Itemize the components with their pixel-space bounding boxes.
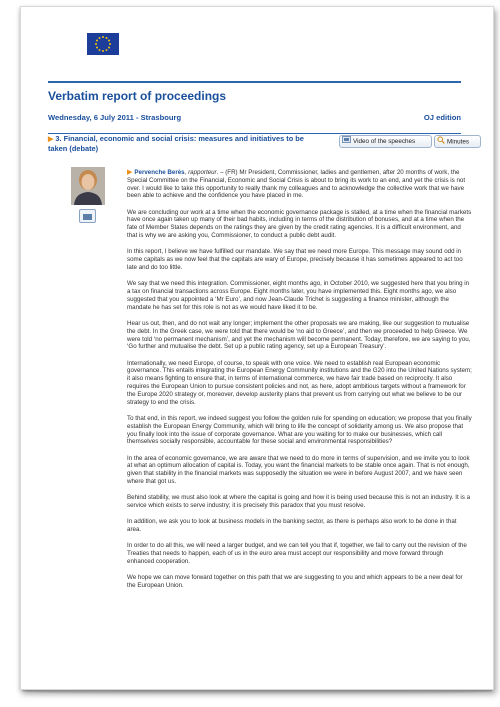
document-page [20, 6, 494, 690]
flag-star [95, 43, 97, 45]
speech-paragraph: Behind stability, we must also look at where the capital is going and how it is being used because this is not an industry. It is a service which exists to serve industry; it is precisely this paradox that you must resolve. [127, 494, 471, 510]
flag-star [108, 40, 110, 42]
speech-body [127, 169, 472, 598]
flag-star [102, 50, 104, 52]
flag-star [106, 49, 108, 51]
sitting-date: Wednesday, 6 July 2011 - Strasbourg [48, 113, 182, 122]
magnifier-icon [437, 136, 445, 148]
speech-paragraph [127, 169, 472, 200]
video-icon [342, 136, 351, 147]
flag-star [108, 47, 110, 49]
video-button-label: Video of the speeches [353, 138, 416, 146]
page-title: Verbatim report of proceedings [48, 89, 227, 103]
speaker-name[interactable]: Pervenche Berès [134, 169, 185, 176]
eu-flag-icon [87, 33, 119, 55]
video-of-speeches-button[interactable] [339, 135, 432, 148]
speech-paragraph: We hope we can move forward together on this path that we are suggesting to you and which appears to be a new deal for the European Union. [127, 574, 463, 590]
minutes-button[interactable] [434, 135, 481, 148]
speech-paragraph: In addition, we ask you to look at business models in the banking sector, as there is perhaps also work to be done in that area. [127, 518, 457, 534]
speech-paragraph: In order to do all this, we will need a larger budget, and we can tell you that if, together, we fail to carry out the revision of the Treaties that needs to happen, each of us in the euro area must accept our responsibility and move forward through enhanced cooperation. [127, 542, 467, 566]
speaker-video-icon[interactable] [79, 209, 96, 223]
speech-text: Mr President, Commissioner, ladies and gentlemen, after 20 months of work, the Special Committee on the Financial, Economic and Social Crisis is about to bring its work to an end, and yet the crisis is not over. I would like to take this opportunity to really thank my colleagues and to acknowledge the collective work that we have been able to achieve and the confidence you have placed in me. [127, 169, 466, 200]
speech-paragraph: To that end, in this report, we indeed suggest you follow the golden rule for spending on education; we propose that you finally establish the European Energy Community, which will bring to life the concept of solidarity among us. We also propose that you finally look into the issue of corporate governance. What are you waiting for to make our businesses, which call themselves socially responsible, accountable for these social and environmental responsibilities? [127, 414, 472, 446]
flag-star [106, 37, 108, 39]
flag-star [96, 40, 98, 42]
flag-star [109, 43, 111, 45]
orange-arrow-icon: ▶ [127, 169, 133, 176]
flag-star [99, 49, 101, 51]
flag-star [99, 37, 101, 39]
speaker-language: . – (FR) [216, 169, 238, 176]
agenda-item-heading[interactable] [48, 134, 318, 153]
flag-star [96, 47, 98, 49]
speech-paragraph: Hear us out, then, and do not wait any longer; implement the other proposals we are making, like our suggestion to mutualise the debt. In the Greek case, we were told that there would be ‘no aid to Greece’, and then we proceeded to help Greece. We were told ‘no permanent mechanism’, and yet the mechanism will become permanent. Today, therefore, we are saying to you, ‘Go further and mutualise the debt. Set up a public rating agency, set up a European Treasury’. [127, 319, 471, 351]
speech-paragraph: In the area of economic governance, we are aware that we need to do more in terms of supervision, and we invite you to look at what an optimum allocation of capital is. Today, you want the financial markets to be stable once again. That is not enough, given that stability in the financial markets was supposedly the situation we were in before August 2007, and we have seen where that got us. [127, 454, 470, 485]
report-header [48, 81, 461, 134]
speaker-photo [71, 167, 105, 205]
speech-paragraph: Internationally, we need Europe, of course, to speak with one voice. We need to establish real European economic governance. This entails integrating the European Energy Community institutions and the G20 into the United Nations system; it also means fighting to ensure that, in terms of international commerce, we have fair trade based on reciprocity. It also requires the European Union to pursue consistent policies and not, as here, adopt ambitious targets without a framework for the Europe 2020 strategy or, moreover, develop austerity plans that prevent us from carrying out what we believe to be our strategy to end the crisis. [127, 359, 472, 406]
speech-paragraph: We are concluding our work at a time when the economic governance package is stalled, at a time when the financial markets have once again taken up many of their bad habits, including in terms of the distribution of bonuses, and at a time when the fate of Member States depends on the ratings they are given by the credit rating agencies. It is a difficult environment, and that is why we are asking you, Commissioner, to conduct a public debt audit. [127, 208, 472, 240]
orange-arrow-icon: ▶ [48, 136, 54, 143]
agenda-item-title: 3. Financial, economic and social crisis: measures and initiatives to be taken (debate) [48, 134, 304, 153]
minutes-button-label: Minutes [447, 138, 470, 146]
speaker-role: , rapporteur [184, 169, 217, 176]
speech-paragraph: In this report, I believe we have fulfilled our mandate. We say that we need more Europe. This message may sound odd in some capitals as we now feel that the capitals are wary of Europe, precisely because it has sometimes appeared to act too late and do too little. [127, 248, 463, 271]
oj-edition-link[interactable]: OJ edition [423, 113, 461, 122]
flag-star [102, 36, 104, 38]
speech-paragraph: We say that we need this integration. Commissioner, eight months ago, in October 2010, we suggested here that you bring in a tax on financial transactions across Europe. Eight months later, you have implemented this. Eight months ago, we also suggested that you appointed a ‘Mr Euro’, and now Jean-Claude Trichet is suggesting a finance minister, although the mandate he has set for this role is not as we would have liked it to be. [127, 280, 470, 311]
